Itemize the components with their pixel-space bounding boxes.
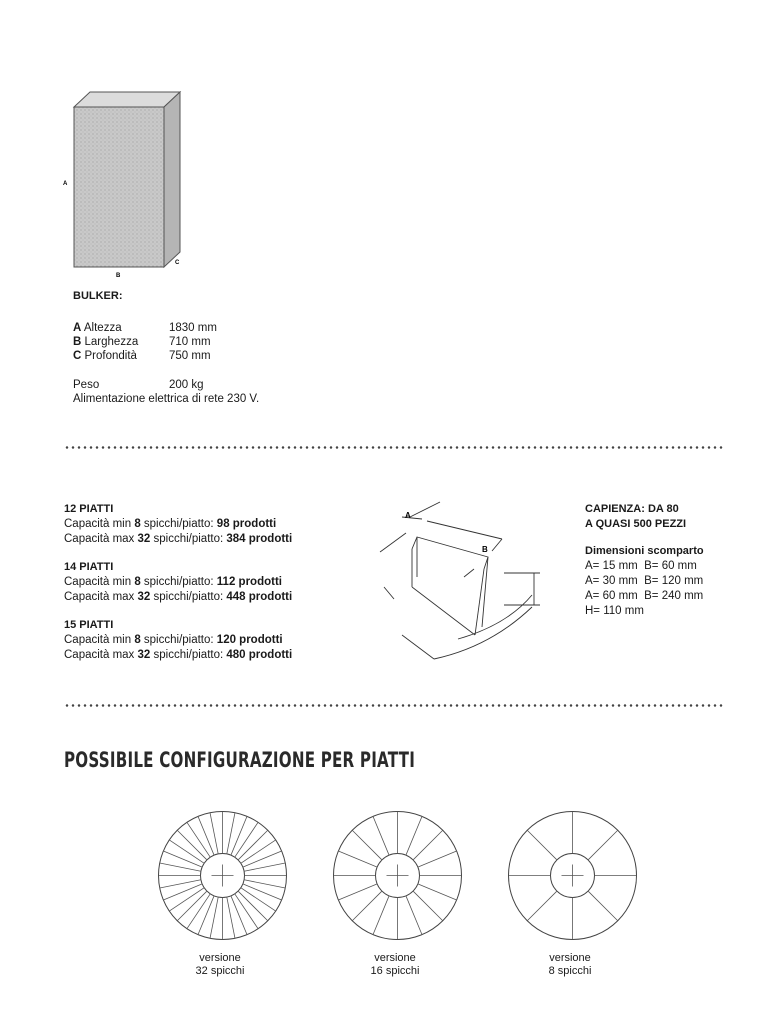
spec-value: 750 mm — [169, 350, 211, 362]
compartment-drawing — [372, 497, 552, 667]
spec-row-weight — [73, 378, 204, 393]
spec-row-width — [73, 335, 211, 350]
dial-spoke — [413, 830, 443, 860]
dial-16-spokes — [325, 803, 470, 948]
tray-label-a: A — [405, 511, 411, 520]
cabinet-label-c: C — [175, 260, 180, 266]
dial-spoke — [338, 851, 377, 867]
spec-label: Larghezza — [81, 336, 139, 348]
capacity-line-1: CAPIENZA: DA 80 — [585, 503, 679, 515]
spec-label: Profondità — [81, 350, 137, 362]
dial-spoke — [588, 830, 618, 860]
dial-spoke — [352, 830, 382, 860]
power-supply: Alimentazione elettrica di rete 230 V. — [73, 393, 260, 405]
plates-block — [64, 502, 292, 663]
dial-caption: versione 16 spicchi — [370, 952, 420, 977]
dial-spoke — [373, 896, 389, 935]
dimension-row: A= 60 mm B= 240 mm — [585, 590, 704, 602]
dotted-divider — [64, 704, 724, 707]
plates-heading: 12 PIATTI — [64, 503, 114, 515]
dial-spoke — [418, 851, 457, 867]
dimension-row: A= 15 mm B= 60 mm — [585, 560, 697, 572]
plates-heading: 14 PIATTI — [64, 561, 114, 573]
dial-spoke — [406, 816, 422, 855]
dial-spoke — [588, 891, 618, 921]
tray-label-b: B — [482, 545, 488, 554]
capacity-line-2: A QUASI 500 PEZZI — [585, 518, 687, 530]
spec-row-depth — [73, 349, 211, 364]
capacity-min: Capacità min 8 spicchi/piatto: 120 prodotti — [64, 634, 283, 646]
dial-caption: versione 8 spicchi — [548, 952, 592, 977]
dial-spoke — [352, 891, 382, 921]
dial-32-spokes — [150, 803, 295, 948]
dial-spoke — [527, 891, 557, 921]
weight-value: 200 kg — [169, 379, 204, 391]
spec-value: 1830 mm — [169, 322, 217, 334]
capacity-max: Capacità max 32 spicchi/piatto: 448 prodotti — [64, 591, 293, 603]
dimension-row: H= 110 mm — [585, 605, 644, 617]
cabinet-label-a: A — [63, 181, 68, 187]
weight-label: Peso — [73, 379, 100, 391]
spec-label: Altezza — [81, 322, 122, 334]
capacity-block — [585, 502, 704, 619]
dimension-row: A= 30 mm B= 120 mm — [585, 575, 704, 587]
capacity-max: Capacità max 32 spicchi/piatto: 384 prodotti — [64, 533, 293, 545]
spec-value: 710 mm — [169, 336, 211, 348]
cabinet-drawing — [60, 85, 190, 280]
plates-heading: 15 PIATTI — [64, 619, 114, 631]
dial-spoke — [373, 816, 389, 855]
spec-letter: A — [73, 322, 82, 334]
dotted-divider — [64, 446, 724, 449]
spec-row-height — [73, 321, 217, 336]
cabinet-label-b: B — [116, 273, 121, 279]
specs-title: BULKER: — [73, 290, 123, 302]
dial-8-spokes — [500, 803, 645, 948]
dial-spoke — [527, 830, 557, 860]
dial-spoke — [338, 884, 377, 900]
dial-caption: versione 32 spicchi — [195, 952, 245, 977]
section-title: POSSIBILE CONFIGURAZIONE PER PIATTI — [64, 748, 416, 772]
capacity-min: Capacità min 8 spicchi/piatto: 112 prodotti — [64, 576, 282, 588]
spec-letter: C — [73, 350, 82, 362]
dial-spoke — [413, 891, 443, 921]
capacity-min: Capacità min 8 spicchi/piatto: 98 prodotti — [64, 518, 277, 530]
dimensions-title: Dimensioni scomparto — [585, 545, 704, 557]
spec-letter: B — [73, 336, 82, 348]
dial-spoke — [418, 884, 457, 900]
dial-spoke — [406, 896, 422, 935]
capacity-max: Capacità max 32 spicchi/piatto: 480 prodotti — [64, 649, 293, 661]
